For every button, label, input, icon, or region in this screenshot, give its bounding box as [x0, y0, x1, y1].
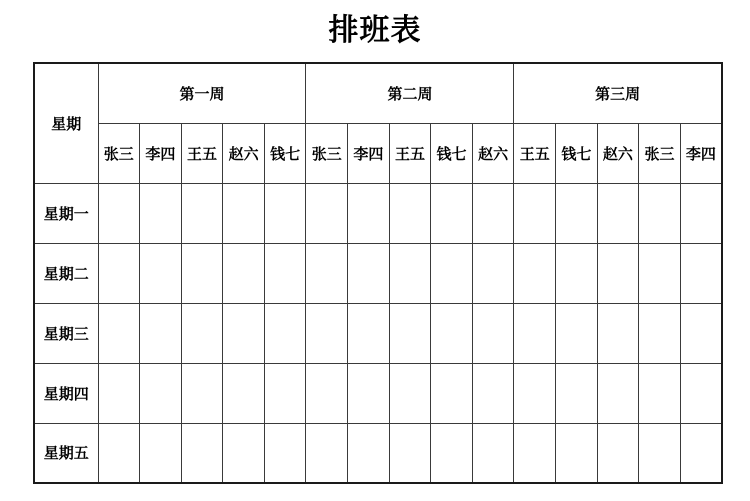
schedule-cell-r3-c8[interactable]	[389, 303, 431, 363]
page-title: 排班表	[328, 14, 422, 47]
schedule-cell-r1-c13[interactable]	[597, 183, 639, 243]
schedule-cell-r2-c13[interactable]	[597, 243, 639, 303]
table-body	[34, 183, 722, 483]
table-header	[34, 63, 722, 183]
schedule-cell-r3-c6[interactable]	[306, 303, 348, 363]
schedule-cell-r4-c11[interactable]	[514, 363, 556, 423]
schedule-cell-r1-c5[interactable]	[264, 183, 306, 243]
schedule-cell-r1-c14[interactable]	[639, 183, 681, 243]
schedule-cell-r2-c12[interactable]	[556, 243, 598, 303]
schedule-cell-r1-c15[interactable]	[680, 183, 722, 243]
schedule-cell-r5-c11[interactable]	[514, 423, 556, 483]
schedule-cell-r5-c6[interactable]	[306, 423, 348, 483]
schedule-cell-r5-c5[interactable]	[264, 423, 306, 483]
schedule-cell-r5-c15[interactable]	[680, 423, 722, 483]
schedule-cell-r1-c8[interactable]	[389, 183, 431, 243]
schedule-cell-r4-c7[interactable]	[348, 363, 390, 423]
staff-name-header-w1-5: 钱七	[264, 123, 306, 183]
schedule-cell-r5-c10[interactable]	[472, 423, 514, 483]
schedule-cell-r1-c10[interactable]	[472, 183, 514, 243]
day-label-5: 星期五	[34, 423, 98, 483]
schedule-cell-r2-c15[interactable]	[680, 243, 722, 303]
names-header-row	[34, 123, 722, 183]
schedule-cell-r2-c8[interactable]	[389, 243, 431, 303]
schedule-cell-r3-c12[interactable]	[556, 303, 598, 363]
day-row-5	[34, 423, 722, 483]
schedule-cell-r3-c1[interactable]	[98, 303, 140, 363]
schedule-cell-r2-c14[interactable]	[639, 243, 681, 303]
day-label-1: 星期一	[34, 183, 98, 243]
schedule-cell-r2-c1[interactable]	[98, 243, 140, 303]
staff-name-header-w2-2: 李四	[348, 123, 390, 183]
schedule-cell-r3-c7[interactable]	[348, 303, 390, 363]
week-group-header-3: 第三周	[514, 63, 722, 123]
schedule-cell-r5-c14[interactable]	[639, 423, 681, 483]
day-label-4: 星期四	[34, 363, 98, 423]
schedule-cell-r5-c4[interactable]	[223, 423, 265, 483]
schedule-cell-r1-c3[interactable]	[181, 183, 223, 243]
schedule-cell-r2-c6[interactable]	[306, 243, 348, 303]
schedule-cell-r4-c1[interactable]	[98, 363, 140, 423]
schedule-cell-r5-c8[interactable]	[389, 423, 431, 483]
schedule-cell-r4-c9[interactable]	[431, 363, 473, 423]
day-row-2	[34, 243, 722, 303]
schedule-cell-r3-c10[interactable]	[472, 303, 514, 363]
schedule-cell-r4-c12[interactable]	[556, 363, 598, 423]
schedule-cell-r3-c13[interactable]	[597, 303, 639, 363]
schedule-cell-r4-c5[interactable]	[264, 363, 306, 423]
schedule-cell-r4-c8[interactable]	[389, 363, 431, 423]
schedule-cell-r3-c5[interactable]	[264, 303, 306, 363]
schedule-cell-r2-c9[interactable]	[431, 243, 473, 303]
schedule-cell-r4-c2[interactable]	[140, 363, 182, 423]
staff-name-header-w1-2: 李四	[140, 123, 182, 183]
day-label-2: 星期二	[34, 243, 98, 303]
schedule-cell-r3-c11[interactable]	[514, 303, 556, 363]
day-row-1	[34, 183, 722, 243]
schedule-cell-r1-c12[interactable]	[556, 183, 598, 243]
day-row-3	[34, 303, 722, 363]
schedule-cell-r3-c4[interactable]	[223, 303, 265, 363]
week-group-header-2: 第二周	[306, 63, 514, 123]
schedule-cell-r4-c14[interactable]	[639, 363, 681, 423]
schedule-cell-r1-c2[interactable]	[140, 183, 182, 243]
schedule-cell-r3-c14[interactable]	[639, 303, 681, 363]
corner-header-weekday: 星期	[34, 63, 98, 183]
schedule-cell-r3-c2[interactable]	[140, 303, 182, 363]
schedule-page	[0, 14, 750, 501]
schedule-cell-r5-c3[interactable]	[181, 423, 223, 483]
schedule-cell-r2-c3[interactable]	[181, 243, 223, 303]
schedule-cell-r4-c6[interactable]	[306, 363, 348, 423]
schedule-cell-r4-c4[interactable]	[223, 363, 265, 423]
staff-name-header-w3-2: 钱七	[556, 123, 598, 183]
schedule-cell-r3-c3[interactable]	[181, 303, 223, 363]
schedule-table	[33, 62, 723, 484]
schedule-cell-r5-c13[interactable]	[597, 423, 639, 483]
schedule-cell-r5-c2[interactable]	[140, 423, 182, 483]
staff-name-header-w2-5: 赵六	[472, 123, 514, 183]
schedule-cell-r4-c15[interactable]	[680, 363, 722, 423]
schedule-cell-r3-c15[interactable]	[680, 303, 722, 363]
schedule-cell-r5-c7[interactable]	[348, 423, 390, 483]
schedule-cell-r5-c1[interactable]	[98, 423, 140, 483]
schedule-cell-r4-c3[interactable]	[181, 363, 223, 423]
week-header-row	[34, 63, 722, 123]
staff-name-header-w1-1: 张三	[98, 123, 140, 183]
schedule-cell-r1-c6[interactable]	[306, 183, 348, 243]
staff-name-header-w1-3: 王五	[181, 123, 223, 183]
schedule-cell-r2-c11[interactable]	[514, 243, 556, 303]
schedule-cell-r1-c9[interactable]	[431, 183, 473, 243]
staff-name-header-w2-3: 王五	[389, 123, 431, 183]
schedule-cell-r2-c4[interactable]	[223, 243, 265, 303]
schedule-cell-r3-c9[interactable]	[431, 303, 473, 363]
schedule-cell-r5-c9[interactable]	[431, 423, 473, 483]
staff-name-header-w3-3: 赵六	[597, 123, 639, 183]
schedule-cell-r2-c10[interactable]	[472, 243, 514, 303]
staff-name-header-w2-1: 张三	[306, 123, 348, 183]
schedule-cell-r4-c10[interactable]	[472, 363, 514, 423]
schedule-cell-r1-c11[interactable]	[514, 183, 556, 243]
week-group-header-1: 第一周	[98, 63, 306, 123]
schedule-cell-r5-c12[interactable]	[556, 423, 598, 483]
schedule-cell-r4-c13[interactable]	[597, 363, 639, 423]
schedule-cell-r1-c7[interactable]	[348, 183, 390, 243]
schedule-cell-r1-c1[interactable]	[98, 183, 140, 243]
schedule-cell-r1-c4[interactable]	[223, 183, 265, 243]
staff-name-header-w3-4: 张三	[639, 123, 681, 183]
schedule-cell-r2-c7[interactable]	[348, 243, 390, 303]
schedule-cell-r2-c2[interactable]	[140, 243, 182, 303]
day-row-4	[34, 363, 722, 423]
staff-name-header-w3-1: 王五	[514, 123, 556, 183]
staff-name-header-w3-5: 李四	[680, 123, 722, 183]
day-label-3: 星期三	[34, 303, 98, 363]
staff-name-header-w2-4: 钱七	[431, 123, 473, 183]
schedule-cell-r2-c5[interactable]	[264, 243, 306, 303]
staff-name-header-w1-4: 赵六	[223, 123, 265, 183]
